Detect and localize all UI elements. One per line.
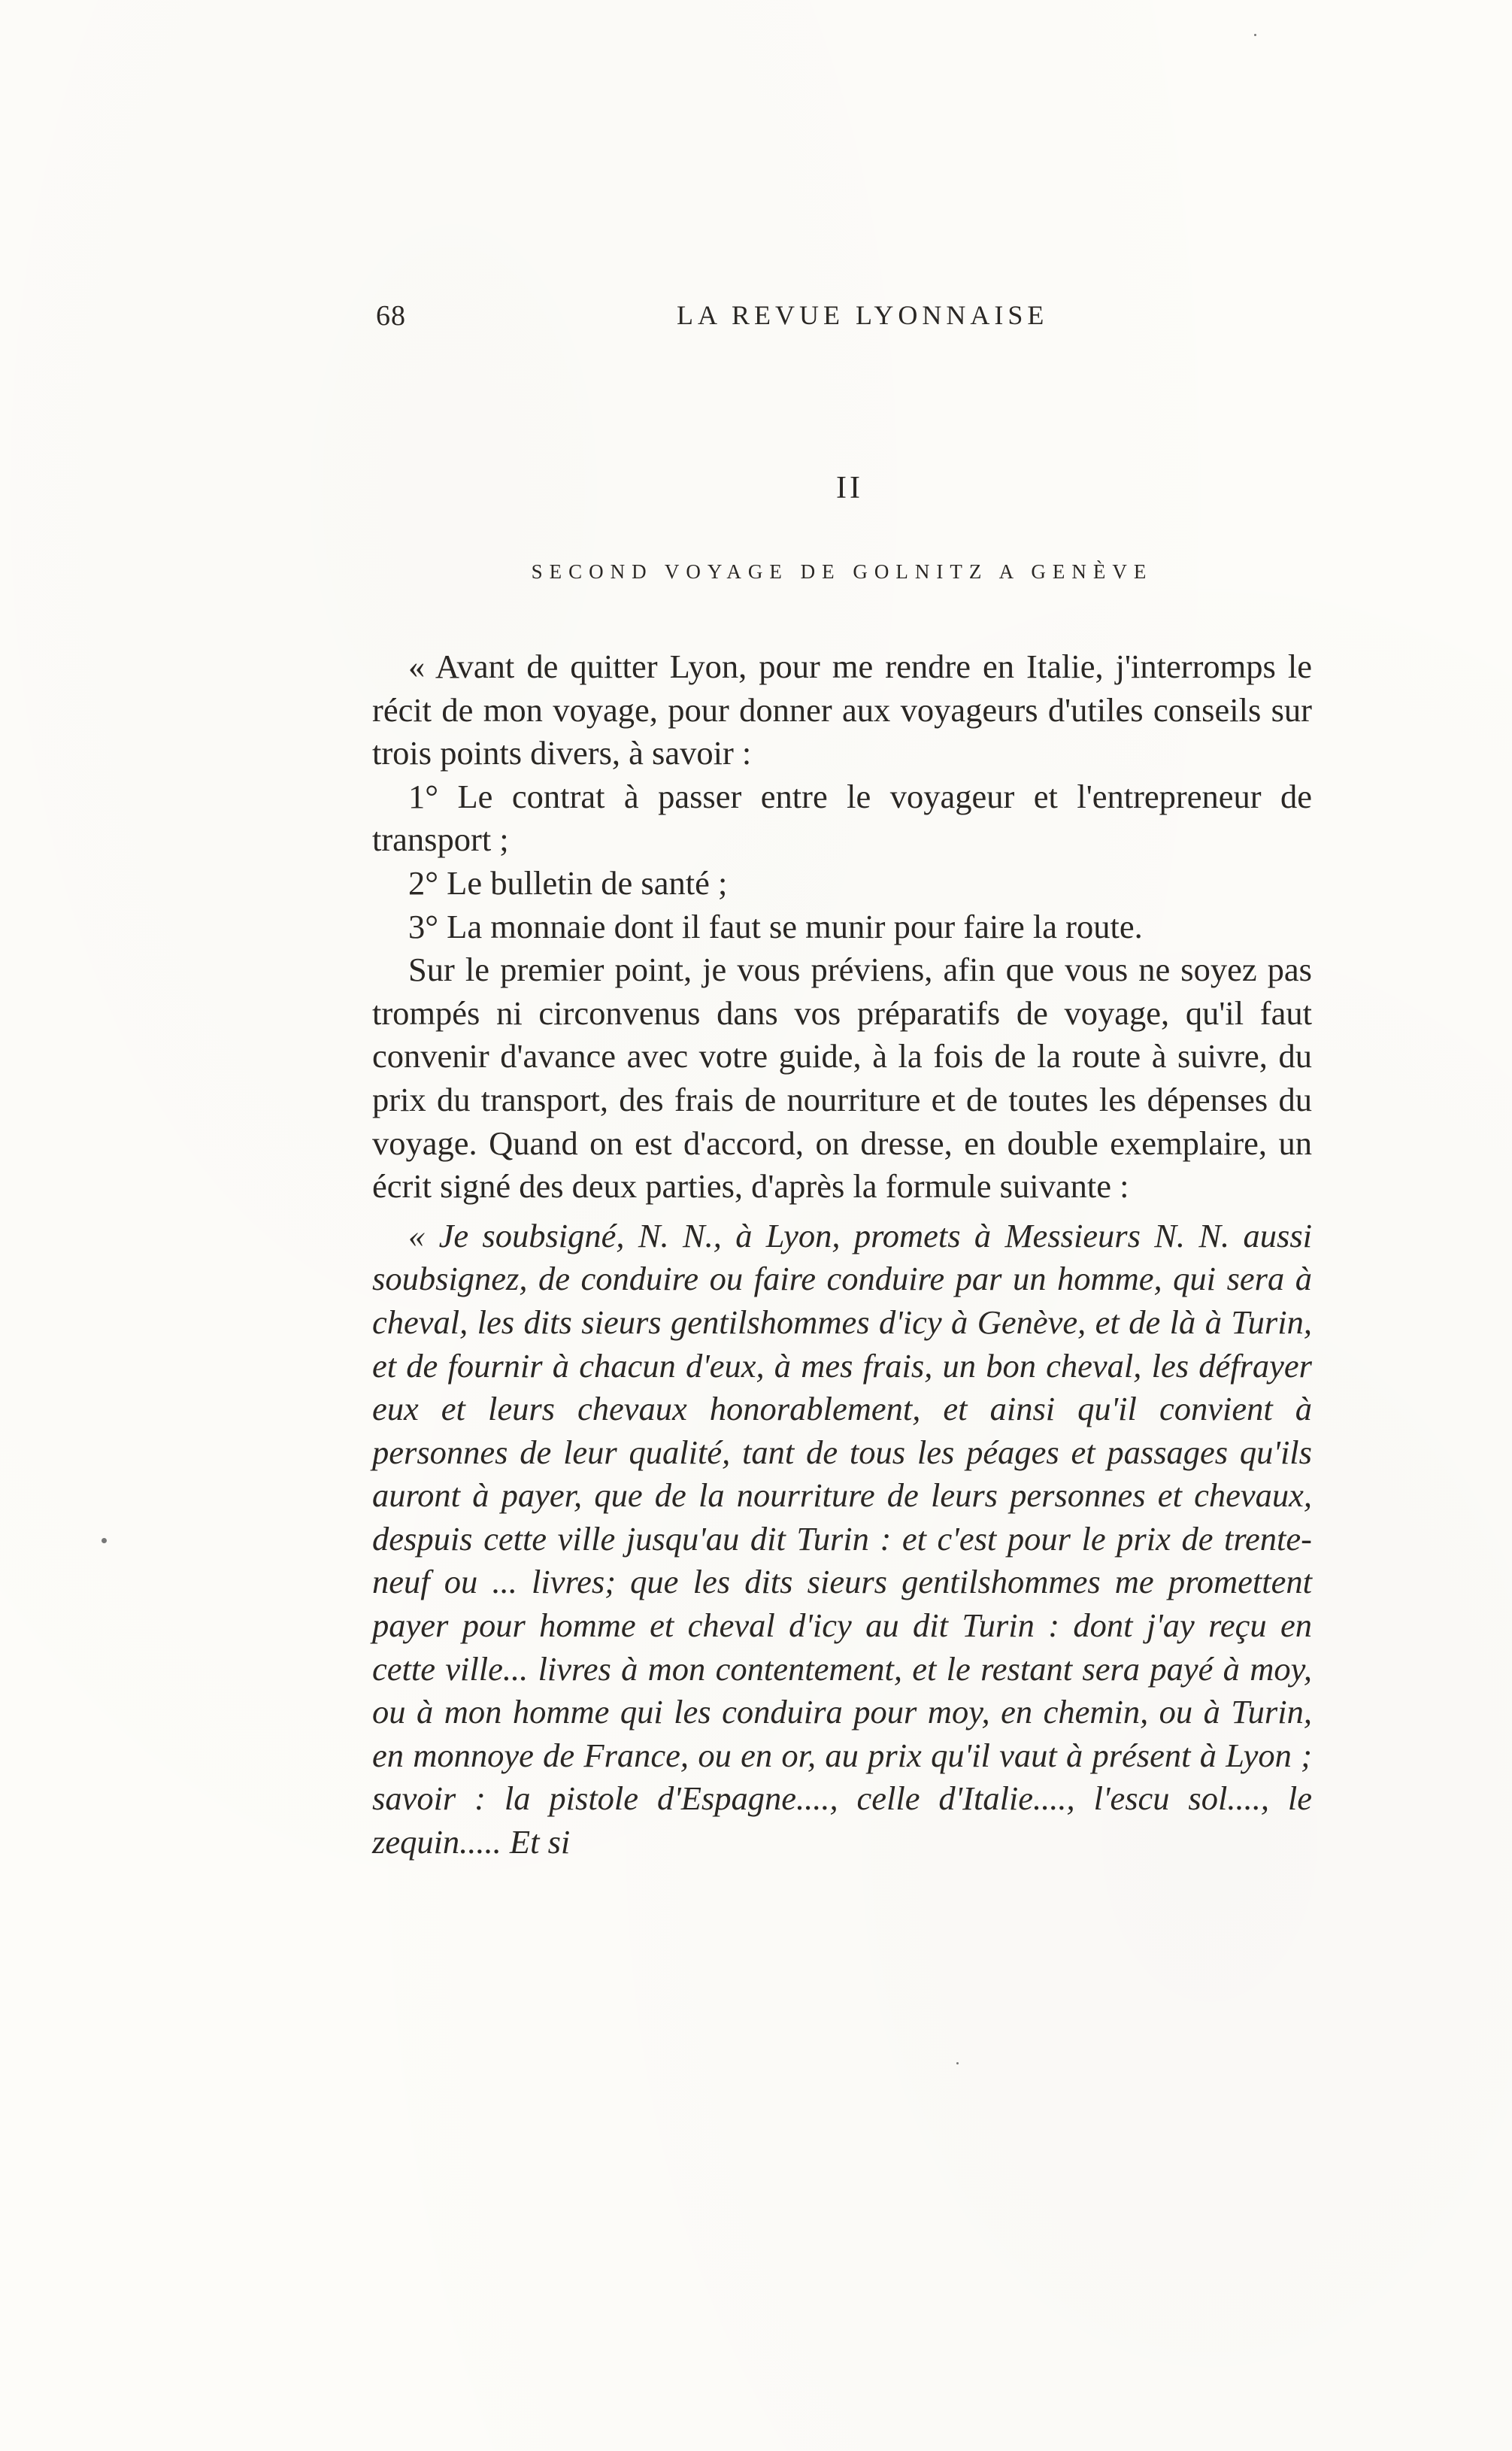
page-header	[376, 299, 1308, 344]
page-number: 68	[376, 300, 406, 332]
body-text	[372, 645, 1312, 1864]
ink-speck	[102, 1538, 107, 1543]
section-number: II	[836, 471, 863, 505]
list-item-contract: 1° Le contrat à passer entre le voyageur et l'entrepreneur de transport ;	[372, 777, 1312, 859]
paragraph-contract-formula: « Je soubsigné, N. N., à Lyon, promets à Messieurs N. N. aussi soubsignez, de conduire ou faire conduire par un homme, qui sera à cheval, les dits sieurs gentilshommes d'icy à Genève, et de là à Turin, et de fournir à chacun d'eux, à mes frais, un bon cheval, les défrayer eux et leurs chevaux honorablement, et ainsi qu'il convient à personnes de leur qualité, tant de tous les péages et passages qu'ils auront à payer, que de la nourriture de leurs personnes et chevaux, despuis cette ville jusqu'au dit Turin : et c'est pour le prix de trente-neuf ou ... livres; que les dits sieurs gentilshommes me promettent payer pour homme et cheval d'icy au dit Turin : dont j'ay reçu en cette ville... livres à mon contentement, et le restant sera payé à moy, ou à mon homme qui les conduira pour moy, en chemin, ou à Turin, en monnoye de France, ou en or, au prix qu'il vaut à présent à Lyon ; savoir : la pistole d'Espagne...., celle d'Italie...., l'escu sol...., le zequin..... Et si	[372, 1216, 1312, 1861]
paragraph-intro: « Avant de quitter Lyon, pour me rendre en Italie, j'interromps le récit de mon voyage, pour donner aux voyageurs d'utiles conseils sur trois points divers, à savoir :	[372, 648, 1312, 772]
section-title: SECOND VOYAGE DE GOLNITZ A GENÈVE	[531, 560, 1153, 583]
paragraph-first-point: Sur le premier point, je vous préviens, afin que vous ne soyez pas trompés ni circonvenus dans vos préparatifs de voyage, qu'il faut convenir d'avance avec votre guide, à la fois de la route à suivre, du prix du transport, des frais de nourriture et de toutes les dépenses du voyage. Quand on est d'accord, on dresse, en double exemplaire, un écrit signé des deux parties, d'après la formule suivante :	[372, 951, 1312, 1206]
ink-speck	[956, 2062, 959, 2064]
list-item-health: 2° Le bulletin de santé ;	[408, 863, 728, 902]
list-item-money: 3° La monnaie dont il faut se munir pour faire la route.	[408, 907, 1143, 945]
ink-speck	[1254, 34, 1256, 36]
running-title: LA REVUE LYONNAISE	[677, 300, 1049, 330]
